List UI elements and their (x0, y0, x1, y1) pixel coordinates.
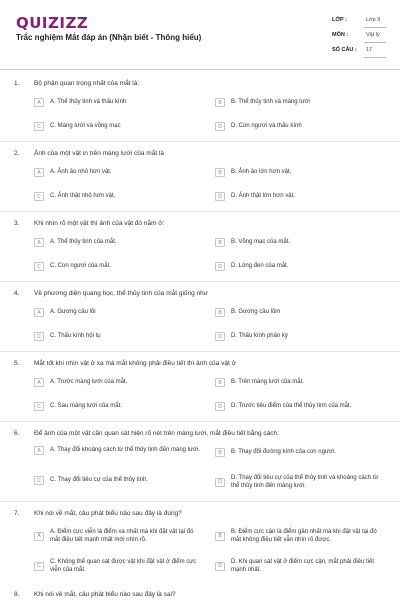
option-a[interactable] (34, 98, 204, 107)
question-number: 5. (14, 360, 20, 367)
option-text: A. Gương cầu lồi (50, 309, 96, 316)
option-text: B. Thay đổi đường kính của con ngươi. (231, 449, 336, 456)
option-b[interactable] (215, 98, 385, 107)
meta-subject-underline (364, 42, 386, 43)
option-c[interactable] (34, 332, 204, 341)
question-divider (0, 141, 400, 142)
option-b[interactable] (215, 378, 385, 387)
option-text: D. Trước tiêu điểm của thể thủy tinh của mắt. (231, 403, 352, 410)
option-letter-box: B (215, 532, 225, 541)
option-d[interactable] (215, 332, 385, 341)
option-letter-box: A (34, 98, 44, 107)
question-number: 6. (14, 430, 20, 437)
option-letter-box: D (215, 332, 225, 341)
option-letter-box: D (215, 562, 225, 571)
option-a[interactable] (34, 308, 204, 317)
meta-class (332, 14, 386, 28)
option-text: A. Điểm cực viễn là điểm xa nhất mà khi đặt vật tại đó mắt điều tiết mạnh nhất mới nhìn rõ. (50, 529, 194, 544)
option-letter-box: D (215, 192, 225, 201)
meta-subject-value: Vật lý (366, 32, 380, 38)
meta-subject-label: MÔN : (332, 32, 349, 38)
option-c[interactable] (34, 122, 204, 131)
option-text: A. Thay đổi khoảng cách từ thể thủy tinh đến màng lưới. (50, 447, 200, 454)
question-text: Về phương diện quang học, thể thủy tinh của mắt giống như (34, 290, 209, 297)
question-number: 3. (14, 220, 20, 227)
option-text: D. Ảnh thật lớn hơn vật. (231, 193, 295, 200)
meta-question-count (332, 44, 386, 58)
option-c[interactable] (34, 192, 204, 201)
option-text: C. Thay đổi tiêu cự của thể thủy tinh. (50, 477, 148, 484)
option-c[interactable] (34, 402, 204, 411)
option-a[interactable] (34, 168, 204, 177)
question-divider (0, 211, 400, 212)
option-letter-box: A (34, 532, 44, 541)
worksheet-header (0, 0, 400, 70)
question-number: 1. (14, 80, 20, 87)
option-c[interactable] (34, 262, 204, 271)
option-text: C. Con ngươi của mắt. (50, 263, 111, 270)
question-divider (0, 501, 400, 502)
option-text: A. Thể thủy tinh của mắt. (50, 239, 117, 246)
option-letter-box: A (34, 308, 44, 317)
option-text: A. Thể thủy tinh và thấu kính (50, 99, 127, 106)
option-text: C. Sau màng lưới của mắt. (50, 403, 122, 410)
question-text: Khi nói về mắt, câu phát biểu nào sau đây là sai? (34, 591, 176, 598)
option-text: B. Thể thủy tinh và màng lưới (231, 99, 310, 106)
option-b[interactable] (215, 308, 385, 317)
option-b[interactable] (215, 448, 385, 457)
option-text: D. Thay đổi tiêu cự của thể thủy tinh và khoảng cách từ thể thủy tinh đến màng lưới. (231, 475, 379, 490)
option-letter-box: B (215, 448, 225, 457)
meta-question-count-label: SỐ CÂU : (332, 47, 357, 53)
option-letter-box: A (34, 446, 44, 455)
option-letter-box: A (34, 238, 44, 247)
option-letter-box: B (215, 238, 225, 247)
option-a[interactable] (34, 446, 204, 455)
option-letter-box: B (215, 308, 225, 317)
option-c[interactable] (34, 476, 204, 485)
meta-class-label: LỚP : (332, 17, 347, 23)
question-text: Khi nói về mắt, câu phát biểu nào sau đây là đúng? (34, 510, 182, 517)
option-a[interactable] (34, 378, 204, 387)
meta-subject (332, 29, 386, 43)
option-letter-box: D (215, 262, 225, 271)
question-number: 7. (14, 510, 20, 517)
option-text: D. Khi quan sát vật ở điểm cực cận, mắt phải điều tiết mạnh nhất. (231, 559, 375, 574)
option-letter-box: C (34, 402, 44, 411)
question-number: 4. (14, 290, 20, 297)
option-text: A. Ảnh ảo nhỏ hơn vật. (50, 169, 112, 176)
option-letter-box: D (215, 122, 225, 131)
option-text: C. Ảnh thật nhỏ hơn vật. (50, 193, 116, 200)
option-letter-box: C (34, 476, 44, 485)
option-text: C. Không thể quan sát được vật khi đặt vật ở điểm cực viễn của mắt. (50, 559, 197, 574)
option-text: C. Thấu kính hội tụ (50, 333, 101, 340)
option-text: B. Gương cầu lõm (231, 309, 281, 316)
option-letter-box: C (34, 332, 44, 341)
option-letter-box: C (34, 122, 44, 131)
option-letter-box: D (215, 478, 225, 487)
option-a[interactable] (34, 238, 204, 247)
question-divider (0, 421, 400, 422)
option-letter-box: C (34, 562, 44, 571)
option-text: B. Điểm cực cận là điểm gần nhất mà khi đặt vật tại đó mắt không điều tiết vẫn nhìn rõ được. (231, 529, 377, 544)
option-d[interactable] (215, 558, 385, 574)
option-letter-box: C (34, 192, 44, 201)
option-d[interactable] (215, 192, 385, 201)
meta-class-underline (364, 27, 386, 28)
option-text: D. Con ngươi và thấu kính (231, 123, 302, 130)
question-text: Để ảnh của một vật cần quan sát hiện rõ nét trên màng lưới, mắt điều tiết bằng cách: (34, 430, 279, 437)
option-c[interactable] (34, 558, 204, 574)
option-letter-box: B (215, 168, 225, 177)
question-divider (0, 281, 400, 282)
worksheet-title: Trắc nghiệm Mắt đáp án (Nhận biết - Thông hiểu) (16, 33, 202, 42)
option-text: D. Thấu kính phân kỳ (231, 333, 288, 340)
option-a[interactable] (34, 528, 204, 544)
option-letter-box: B (215, 378, 225, 387)
meta-question-count-value: 17 (366, 47, 373, 53)
option-b[interactable] (215, 238, 385, 247)
question-text: Ảnh của một vật in trên màng lưới của mắt là (34, 150, 165, 157)
question-text: Mắt tốt khi nhìn vật ở xa mà mắt không phải điều tiết thì ảnh của vật ở (34, 360, 236, 367)
question-text: Khi nhìn rõ một vật thì ảnh của vật đó nằm ở: (34, 220, 165, 227)
option-d[interactable] (215, 122, 385, 131)
option-text: B. Trên màng lưới của mắt. (231, 379, 304, 386)
question-number: 8. (14, 591, 20, 598)
option-text: D. Lòng đen của mắt. (231, 263, 289, 270)
quizizz-logo: QUIZIZZ (16, 14, 89, 32)
option-text: A. Trước màng lưới của mắt. (50, 379, 128, 386)
option-letter-box: D (215, 402, 225, 411)
option-d[interactable] (215, 402, 385, 411)
option-d[interactable] (215, 474, 385, 490)
option-d[interactable] (215, 262, 385, 271)
option-text: B. Võng mạc của mắt. (231, 239, 291, 246)
question-number: 2. (14, 150, 20, 157)
option-b[interactable] (215, 528, 385, 544)
option-letter-box: C (34, 262, 44, 271)
option-letter-box: A (34, 168, 44, 177)
option-text: B. Ảnh ảo lớn hơn vật. (231, 169, 292, 176)
option-b[interactable] (215, 168, 385, 177)
meta-question-count-underline (364, 57, 386, 58)
question-text: Bộ phận quan trọng nhất của mắt là: (34, 80, 140, 87)
meta-class-value: Lớp 9 (366, 17, 381, 23)
option-letter-box: B (215, 98, 225, 107)
option-text: C. Màng lưới và võng mạc (50, 123, 121, 130)
option-letter-box: A (34, 378, 44, 387)
question-divider (0, 351, 400, 352)
